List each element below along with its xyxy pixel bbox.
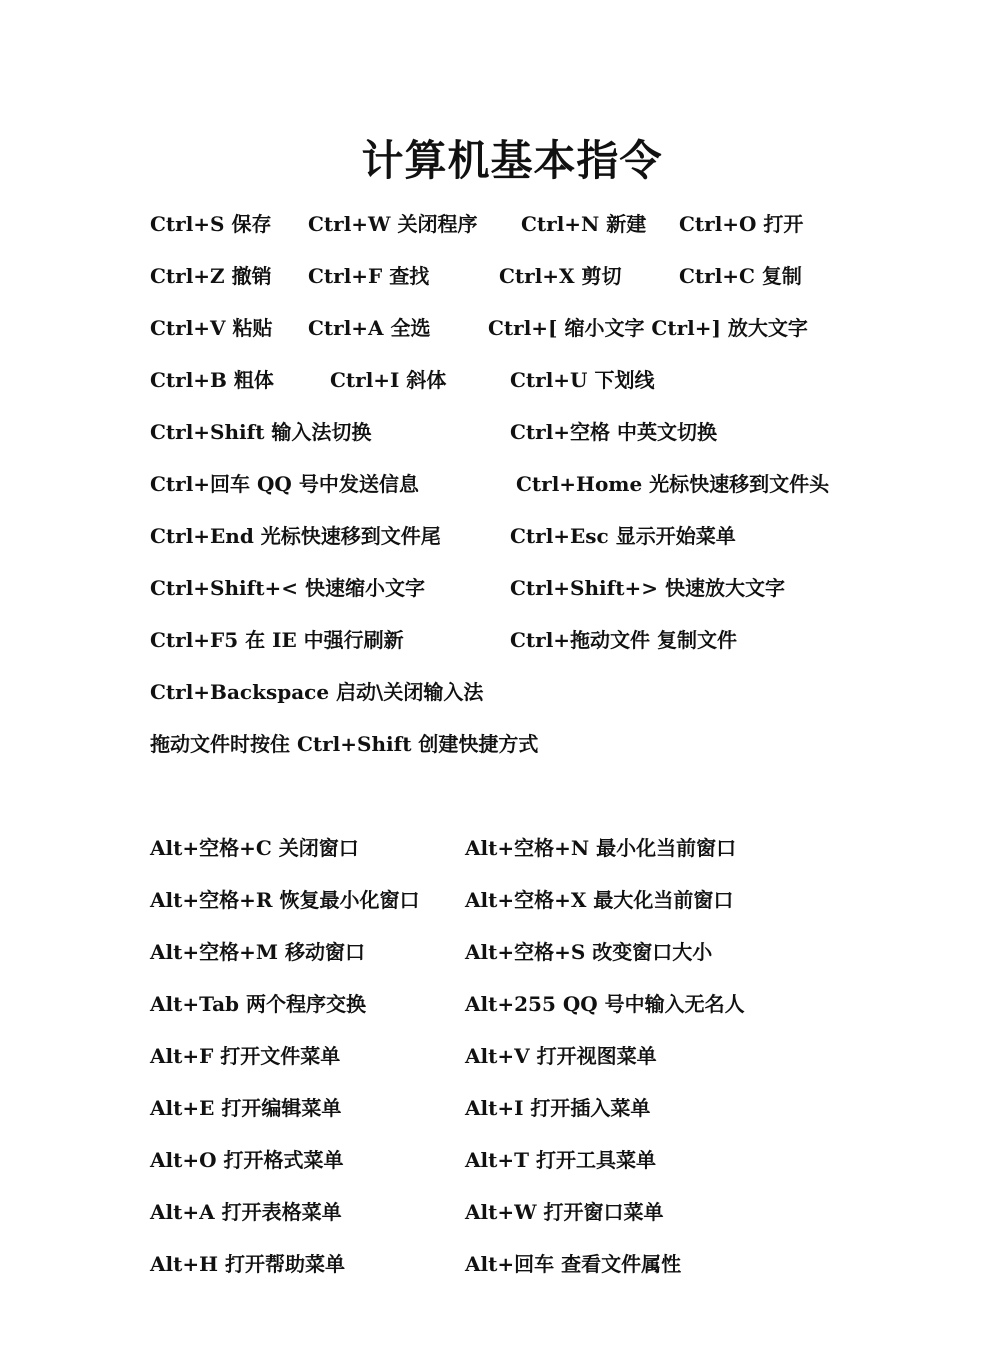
shortcut-item: Ctrl+Esc 显示开始菜单	[510, 524, 736, 548]
shortcut-item: Alt+W 打开窗口菜单	[465, 1200, 664, 1224]
shortcut-item: Ctrl+F 查找	[308, 264, 430, 288]
shortcut-line	[150, 573, 870, 603]
shortcut-line	[150, 729, 870, 759]
shortcut-item: Alt+V 打开视图菜单	[465, 1044, 657, 1068]
shortcut-item: Alt+空格+R 恢复最小化窗口	[150, 888, 420, 912]
shortcut-item: Alt+255 QQ 号中输入无名人	[465, 992, 745, 1016]
shortcut-line	[150, 1197, 870, 1227]
shortcut-item: Alt+回车 查看文件属性	[465, 1252, 682, 1276]
shortcut-line	[150, 417, 870, 447]
shortcut-item: Ctrl+B 粗体	[150, 368, 274, 392]
shortcut-item: Alt+T 打开工具菜单	[465, 1148, 656, 1172]
shortcut-item: Ctrl+C 复制	[679, 264, 802, 288]
shortcut-item: Ctrl+拖动文件 复制文件	[510, 628, 738, 652]
shortcut-item: Alt+F 打开文件菜单	[150, 1044, 341, 1068]
shortcut-item: Ctrl+Backspace 启动\关闭输入法	[150, 680, 484, 704]
shortcut-line	[150, 833, 870, 863]
shortcut-line	[150, 1041, 870, 1071]
shortcut-item: Ctrl+X 剪切	[499, 264, 622, 288]
shortcut-item: Ctrl+V 粘贴	[150, 316, 273, 340]
page-title: 计算机基本指令	[361, 136, 663, 185]
shortcut-item: Alt+空格+X 最大化当前窗口	[465, 888, 734, 912]
shortcut-item: Ctrl+End 光标快速移到文件尾	[150, 524, 441, 548]
shortcut-item: Alt+H 打开帮助菜单	[150, 1252, 345, 1276]
shortcut-item: Ctrl+U 下划线	[510, 368, 655, 392]
shortcut-item: Ctrl+Shift+< 快速缩小文字	[150, 576, 425, 600]
shortcut-item: Ctrl+O 打开	[679, 212, 804, 236]
shortcut-line	[150, 365, 870, 395]
shortcut-item: Alt+Tab 两个程序交换	[150, 992, 366, 1016]
shortcut-item: Ctrl+回车 QQ 号中发送信息	[150, 472, 419, 496]
shortcut-item: Ctrl+Shift+> 快速放大文字	[510, 576, 785, 600]
shortcut-line	[150, 209, 870, 239]
shortcut-item: Alt+空格+M 移动窗口	[150, 940, 365, 964]
shortcut-item: Alt+E 打开编辑菜单	[150, 1096, 342, 1120]
shortcut-line	[150, 261, 870, 291]
shortcut-line	[150, 885, 870, 915]
shortcut-item: Ctrl+Z 撤销	[150, 264, 272, 288]
shortcut-item: Alt+空格+C 关闭窗口	[150, 836, 359, 860]
shortcut-item: 拖动文件时按住 Ctrl+Shift 创建快捷方式	[150, 732, 539, 756]
shortcut-line	[150, 521, 870, 551]
shortcut-item: Ctrl+Shift 输入法切换	[150, 420, 372, 444]
shortcut-item: Ctrl+N 新建	[521, 212, 647, 236]
shortcut-item: Alt+O 打开格式菜单	[150, 1148, 344, 1172]
shortcut-item: Alt+空格+N 最小化当前窗口	[465, 836, 737, 860]
shortcut-line	[150, 1093, 870, 1123]
shortcut-item: Alt+I 打开插入菜单	[465, 1096, 651, 1120]
shortcut-line	[150, 989, 870, 1019]
shortcut-item: Alt+空格+S 改变窗口大小	[465, 940, 713, 964]
shortcut-item: Alt+A 打开表格菜单	[150, 1200, 342, 1224]
shortcut-line	[150, 677, 870, 707]
shortcut-line	[150, 625, 870, 655]
shortcut-line	[150, 1249, 870, 1279]
shortcut-line	[150, 1145, 870, 1175]
shortcut-item: Ctrl+A 全选	[308, 316, 431, 340]
shortcut-line	[150, 469, 870, 499]
shortcut-item: Ctrl+[ 缩小文字 Ctrl+] 放大文字	[488, 316, 808, 340]
shortcut-item: Ctrl+空格 中英文切换	[510, 420, 718, 444]
shortcut-item: Ctrl+W 关闭程序	[308, 212, 478, 236]
shortcut-line	[150, 937, 870, 967]
shortcut-item: Ctrl+Home 光标快速移到文件头	[516, 472, 830, 496]
shortcut-item: Ctrl+S 保存	[150, 212, 272, 236]
shortcut-item: Ctrl+I 斜体	[330, 368, 447, 392]
shortcut-line	[150, 313, 870, 343]
shortcut-item: Ctrl+F5 在 IE 中强行刷新	[150, 628, 404, 652]
